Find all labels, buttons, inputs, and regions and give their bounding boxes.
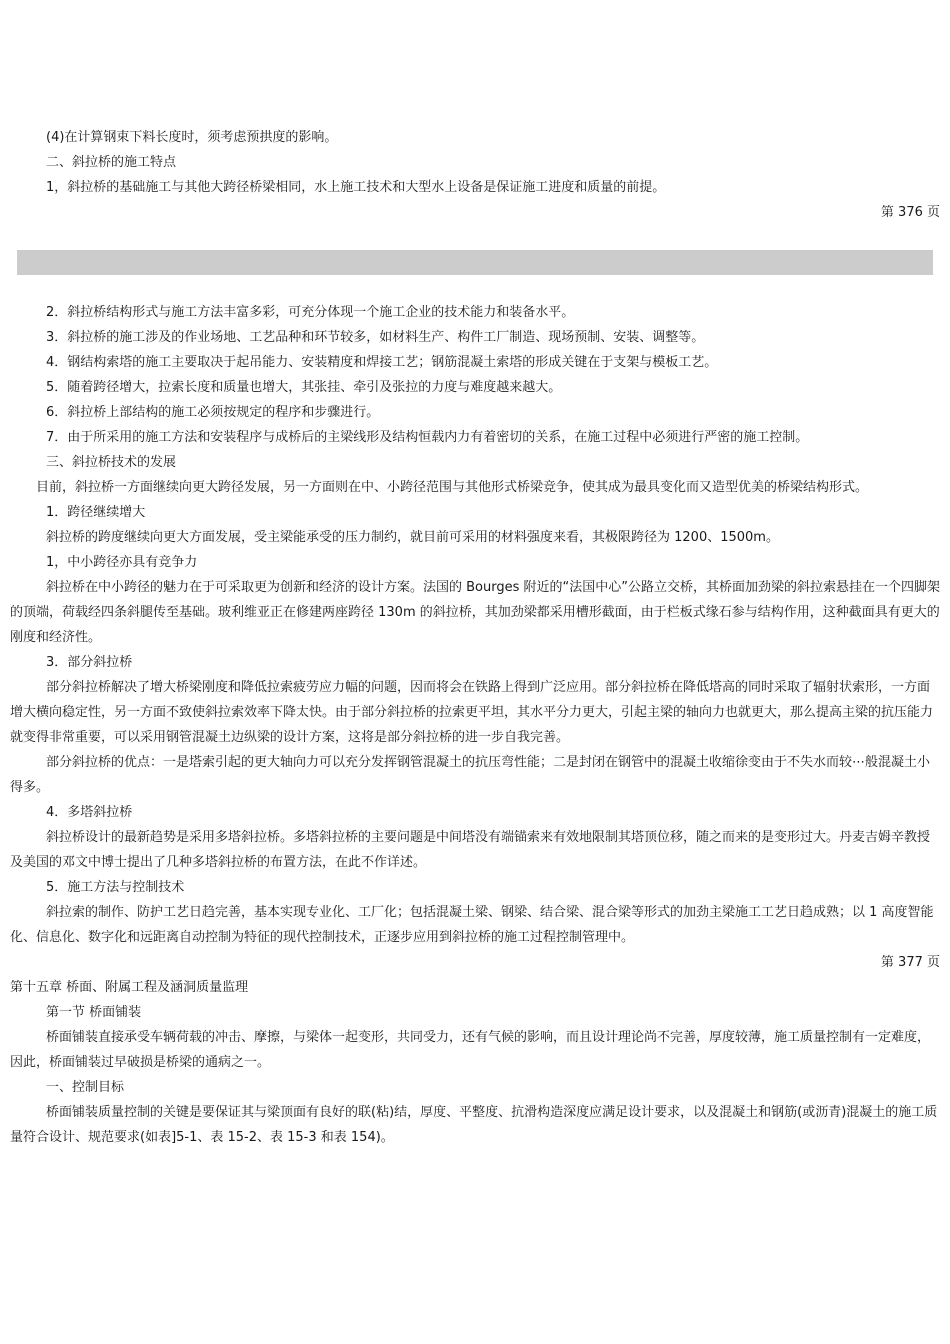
- page-number: 第 377 页: [880, 955, 940, 970]
- subheading: 4．多塔斜拉桥: [46, 805, 133, 820]
- page-number: 第 376 页: [880, 205, 940, 220]
- paragraph: 部分斜拉桥的优点：一是塔索引起的更大轴向力可以充分发挥钢管混凝土的抗压弯性能；二是封闭在钢管中的混凝土收缩徐变由于不失水而较⋯般混凝土小得多。: [10, 755, 931, 795]
- list-item: 4．钢结构索塔的施工主要取决于起吊能力、安装精度和焊接工艺；钢筋混凝土索塔的形成关键在于支架与模板工艺。: [46, 355, 718, 370]
- paragraph: 斜拉桥在中小跨径的魅力在于可采取更为创新和经济的设计方案。法国的 Bourges 附近的“法国中心”公路立交桥，其桥面加劲梁的斜拉索悬挂在一个四脚架的顶端，荷载经四条斜腿传至基础。玻利维亚正在修建两座跨径 130m 的斜拉桥，其加劲梁都采用槽形截面，由于栏板式缘石参与结构作用，这种截面具有更大的刚度和经济性。: [10, 580, 940, 645]
- paragraph: 斜拉桥的跨度继续向更大方面发展，受主梁能承受的压力制约，就目前可采用的材料强度来看，其极限跨径为 1200、1500m。: [46, 530, 779, 545]
- list-item: 3．斜拉桥的施工涉及的作业场地、工艺品种和环节较多，如材料生产、构件工厂制造、现场预制、安装、调整等。: [46, 330, 705, 345]
- list-item: 5．随着跨径增大，拉索长度和质量也增大，其张挂、牵引及张拉的力度与难度越来越大。: [46, 380, 562, 395]
- paragraph: 目前，斜拉桥一方面继续向更大跨径发展，另一方面则在中、小跨径范围与其他形式桥梁竞争，使其成为最具变化而又造型优美的桥梁结构形式。: [36, 480, 869, 495]
- list-item: 6．斜拉桥上部结构的施工必须按规定的程序和步骤进行。: [46, 405, 380, 420]
- list-item: 2．斜拉桥结构形式与施工方法丰富多彩，可充分体现一个施工企业的技术能力和装备水平。: [46, 305, 575, 320]
- paragraph: 桥面铺装直接承受车辆荷载的冲击、摩擦，与梁体一起变形，共同受力，还有气候的影响，而且设计理论尚不完善，厚度较薄，施工质量控制有一定难度，因此，桥面铺装过早破损是桥梁的通病之一。: [10, 1030, 931, 1070]
- subheading: 5．施工方法与控制技术: [46, 880, 185, 895]
- list-item: 7．由于所采用的施工方法和安装程序与成桥后的主梁线形及结构恒载内力有着密切的关系，在施工过程中必须进行严密的施工控制。: [46, 430, 809, 445]
- paragraph: 桥面铺装质量控制的关键是要保证其与梁顶面有良好的联(粘)结，厚度、平整度、抗滑构造深度应满足设计要求，以及混凝土和钢筋(或沥青)混凝土的施工质量符合设计、规范要求(如表]5-1、表 15-2、表 15-3 和表 154)。: [10, 1105, 938, 1145]
- section-heading: 二、斜拉桥的施工特点: [46, 155, 177, 170]
- chapter-title: 第十五章 桥面、附属工程及涵洞质量监理: [10, 980, 249, 995]
- paragraph: 斜拉索的制作、防护工艺日趋完善，基本实现专业化、工厂化；包括混凝土梁、钢梁、结合梁、混合梁等形式的加劲主梁施工工艺日趋成熟；以 1 高度智能化、信息化、数字化和远距离自动控制为特征的现代控制技术，正逐步应用到斜拉桥的施工过程控制管理中。: [10, 905, 934, 945]
- subheading: 3．部分斜拉桥: [46, 655, 133, 670]
- paragraph: 斜拉桥设计的最新趋势是采用多塔斜拉桥。多塔斜拉桥的主要问题是中间塔没有端锚索来有效地限制其塔顶位移，随之而来的是变形过大。丹麦吉姆辛教授及美国的邓文中博士提出了几种多塔斜拉桥的布置方法，在此不作详述。: [10, 830, 931, 870]
- page-separator: [17, 250, 933, 275]
- paragraph: 部分斜拉桥解决了增大桥梁刚度和降低拉索疲劳应力幅的问题，因而将会在铁路上得到广泛应用。部分斜拉桥在降低塔高的同时采取了辐射状索形，一方面增大横向稳定性，另一方面不致使斜拉索效率下降太快。由于部分斜拉桥的拉索更平坦，其水平分力更大，引起主梁的轴向力也就更大，那么提高主梁的抗压能力就变得非常重要，可以采用钢管混凝土边纵梁的设计方案，这将是部分斜拉桥的进一步自我完善。: [10, 680, 934, 745]
- subheading: 一、控制目标: [46, 1080, 125, 1095]
- subheading: 1．跨径继续增大: [46, 505, 146, 520]
- section-title: 第一节 桥面铺装: [46, 1005, 142, 1020]
- text-line: (4)在计算钢束下料长度时，须考虑预拱度的影响。: [46, 130, 338, 145]
- subheading: 1，中小跨径亦具有竞争力: [46, 555, 198, 570]
- spacer: [10, 275, 940, 300]
- section-heading: 三、斜拉桥技术的发展: [46, 455, 177, 470]
- document-page: [10, 125, 940, 1150]
- text-line: 1，斜拉桥的基础施工与其他大跨径桥梁相同，水上施工技术和大型水上设备是保证施工进度和质量的前提。: [46, 180, 666, 195]
